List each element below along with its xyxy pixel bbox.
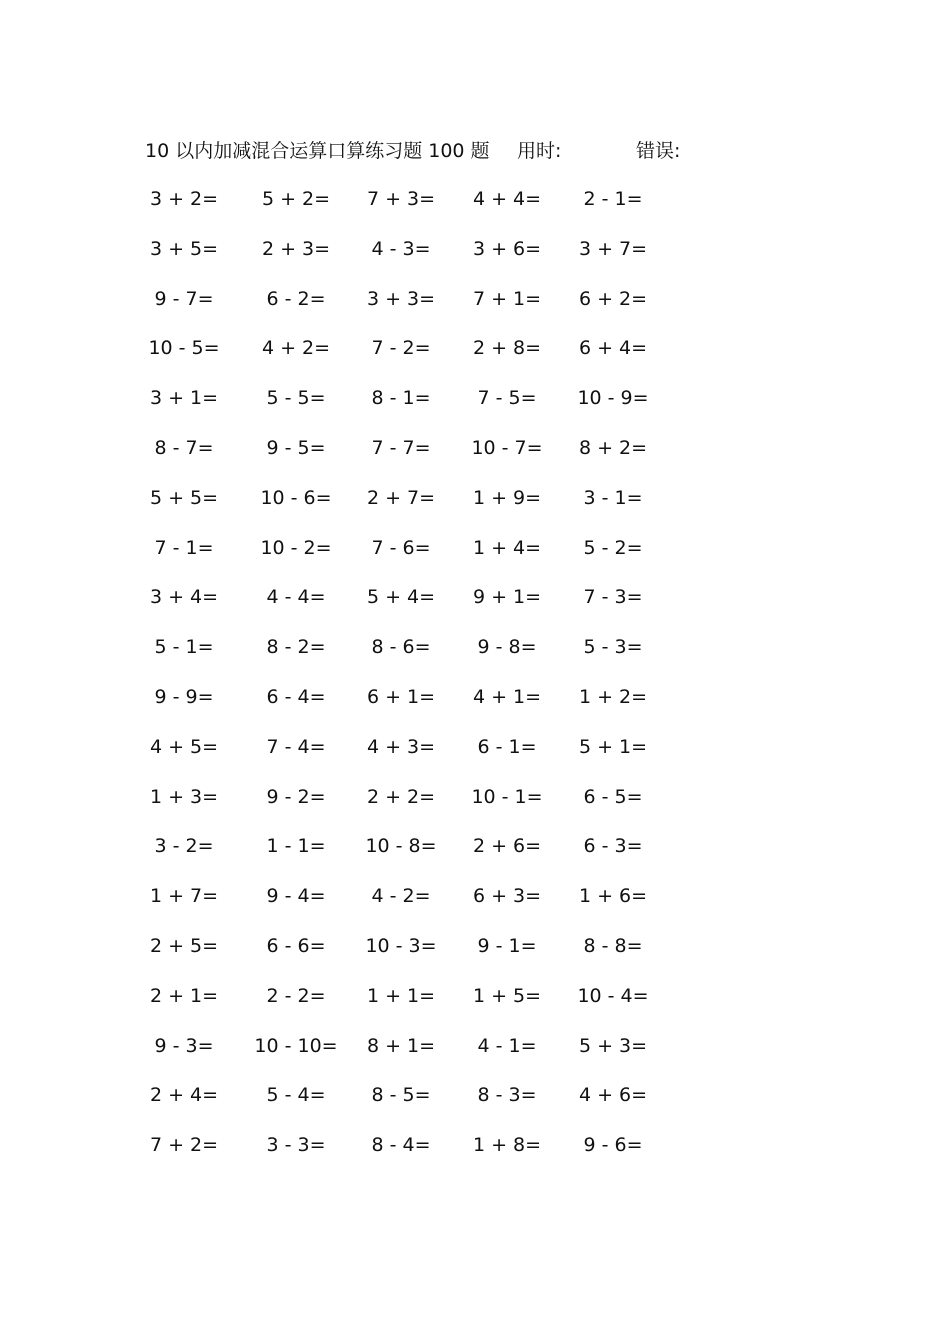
problem-cell: 7 - 3= [583, 586, 643, 609]
problem-cell: 4 + 4= [472, 188, 542, 210]
problem-row [0, 833, 950, 883]
problem-cell: 8 - 8= [583, 934, 643, 957]
problem-cell: 8 - 3= [477, 1084, 537, 1107]
problem-row [0, 734, 950, 784]
problem-cell: 1 + 7= [149, 885, 219, 908]
problem-cell: 5 - 1= [154, 636, 214, 659]
problem-cell: 10 - 5= [148, 337, 220, 360]
problem-row [0, 1082, 950, 1132]
problem-cell: 6 - 6= [266, 934, 326, 957]
problem-cell: 1 + 3= [149, 785, 219, 808]
problem-row [0, 435, 950, 485]
problem-cell: 3 - 3= [266, 1134, 326, 1157]
problem-cell: 10 - 3= [365, 934, 437, 957]
problem-cell: 5 - 2= [583, 536, 643, 559]
problem-cell: 9 - 7= [154, 287, 214, 310]
problem-cell: 4 + 6= [578, 1084, 648, 1107]
problem-cell: 7 - 2= [371, 337, 431, 360]
problem-cell: 2 + 7= [366, 486, 436, 509]
problem-row [0, 1132, 950, 1182]
problem-cell: 8 + 2= [578, 436, 648, 459]
problem-cell: 3 + 1= [149, 387, 219, 410]
problem-row [0, 286, 950, 336]
problem-row [0, 634, 950, 684]
problem-cell: 4 - 2= [371, 885, 431, 908]
problem-cell: 6 - 4= [266, 685, 326, 708]
problem-cell: 2 + 8= [472, 337, 542, 360]
problem-cell: 2 + 6= [472, 835, 542, 858]
problem-cell: 8 - 4= [371, 1134, 431, 1157]
problem-cell: 10 - 10= [254, 1034, 338, 1057]
problem-cell: 7 - 1= [154, 536, 214, 559]
problem-cell: 3 + 5= [149, 237, 219, 260]
problem-cell: 8 + 1= [366, 1034, 436, 1057]
problem-cell: 7 + 3= [366, 188, 436, 210]
problem-cell: 6 - 1= [477, 735, 537, 758]
problem-cell: 7 - 5= [477, 387, 537, 410]
problem-cell: 2 + 3= [261, 237, 331, 260]
problem-cell: 6 - 3= [583, 835, 643, 858]
problem-row [0, 784, 950, 834]
problem-cell: 6 + 2= [578, 287, 648, 310]
problem-cell: 10 - 4= [577, 984, 649, 1007]
problem-cell: 10 - 1= [471, 785, 543, 808]
problem-cell: 5 + 5= [149, 486, 219, 509]
problem-cell: 3 + 6= [472, 237, 542, 260]
problem-cell: 10 - 7= [471, 436, 543, 459]
problem-row [0, 684, 950, 734]
problem-cell: 5 - 3= [583, 636, 643, 659]
problem-cell: 5 + 3= [578, 1034, 648, 1057]
problem-cell: 10 - 2= [260, 536, 332, 559]
problem-cell: 9 - 3= [154, 1034, 214, 1057]
problem-cell: 9 - 9= [154, 685, 214, 708]
problem-cell: 3 - 1= [583, 486, 643, 509]
problem-cell: 8 - 2= [266, 636, 326, 659]
problem-row [0, 535, 950, 585]
problem-cell: 6 + 1= [366, 685, 436, 708]
problem-row [0, 236, 950, 286]
problem-cell: 4 - 4= [266, 586, 326, 609]
problem-row [0, 983, 950, 1033]
problem-cell: 1 + 5= [472, 984, 542, 1007]
problem-cell: 6 + 3= [472, 885, 542, 908]
problem-row [0, 883, 950, 933]
problem-cell: 9 - 8= [477, 636, 537, 659]
problem-cell: 3 + 2= [149, 188, 219, 210]
problem-cell: 6 + 4= [578, 337, 648, 360]
problem-cell: 5 + 2= [261, 188, 331, 210]
problem-row [0, 385, 950, 435]
problem-row [0, 485, 950, 535]
worksheet-title: 10 以内加减混合运算口算练习题 100 题 [145, 140, 490, 162]
problem-cell: 2 - 1= [583, 188, 643, 210]
problem-cell: 7 - 7= [371, 436, 431, 459]
problem-cell: 10 - 6= [260, 486, 332, 509]
problem-cell: 9 - 6= [583, 1134, 643, 1157]
problem-cell: 4 + 5= [149, 735, 219, 758]
problem-cell: 1 + 6= [578, 885, 648, 908]
problem-cell: 1 + 8= [472, 1134, 542, 1157]
problem-cell: 9 - 5= [266, 436, 326, 459]
problem-cell: 6 - 2= [266, 287, 326, 310]
problem-row [0, 584, 950, 634]
problem-row [0, 933, 950, 983]
errors-label: 错误: [636, 140, 681, 162]
problem-cell: 5 - 5= [266, 387, 326, 410]
problem-cell: 10 - 9= [577, 387, 649, 410]
problem-cell: 7 - 4= [266, 735, 326, 758]
problem-cell: 9 - 4= [266, 885, 326, 908]
problem-cell: 5 + 1= [578, 735, 648, 758]
problem-cell: 8 - 5= [371, 1084, 431, 1107]
problem-cell: 1 + 4= [472, 536, 542, 559]
problem-cell: 2 + 1= [149, 984, 219, 1007]
problem-cell: 3 + 4= [149, 586, 219, 609]
problem-cell: 8 - 6= [371, 636, 431, 659]
problem-cell: 2 + 5= [149, 934, 219, 957]
problem-cell: 9 - 1= [477, 934, 537, 957]
problem-cell: 3 - 2= [154, 835, 214, 858]
problem-cell: 6 - 5= [583, 785, 643, 808]
problem-grid [0, 186, 950, 1182]
problem-cell: 5 - 4= [266, 1084, 326, 1107]
time-label: 用时: [517, 140, 562, 162]
problem-row [0, 1033, 950, 1083]
problem-cell: 7 + 1= [472, 287, 542, 310]
problem-cell: 2 + 2= [366, 785, 436, 808]
problem-cell: 10 - 8= [365, 835, 437, 858]
problem-cell: 8 - 7= [154, 436, 214, 459]
problem-cell: 4 + 1= [472, 685, 542, 708]
problem-cell: 1 - 1= [266, 835, 326, 858]
problem-cell: 8 - 1= [371, 387, 431, 410]
problem-cell: 1 + 9= [472, 486, 542, 509]
problem-cell: 5 + 4= [366, 586, 436, 609]
problem-cell: 4 - 1= [477, 1034, 537, 1057]
problem-row [0, 335, 950, 385]
problem-row [0, 186, 950, 236]
problem-cell: 3 + 3= [366, 287, 436, 310]
problem-cell: 1 + 1= [366, 984, 436, 1007]
problem-cell: 4 - 3= [371, 237, 431, 260]
problem-cell: 2 + 4= [149, 1084, 219, 1107]
problem-cell: 9 - 2= [266, 785, 326, 808]
problem-cell: 7 + 2= [149, 1134, 219, 1157]
problem-cell: 3 + 7= [578, 237, 648, 260]
problem-cell: 4 + 2= [261, 337, 331, 360]
problem-cell: 2 - 2= [266, 984, 326, 1007]
problem-cell: 9 + 1= [472, 586, 542, 609]
problem-cell: 1 + 2= [578, 685, 648, 708]
problem-cell: 4 + 3= [366, 735, 436, 758]
problem-cell: 7 - 6= [371, 536, 431, 559]
